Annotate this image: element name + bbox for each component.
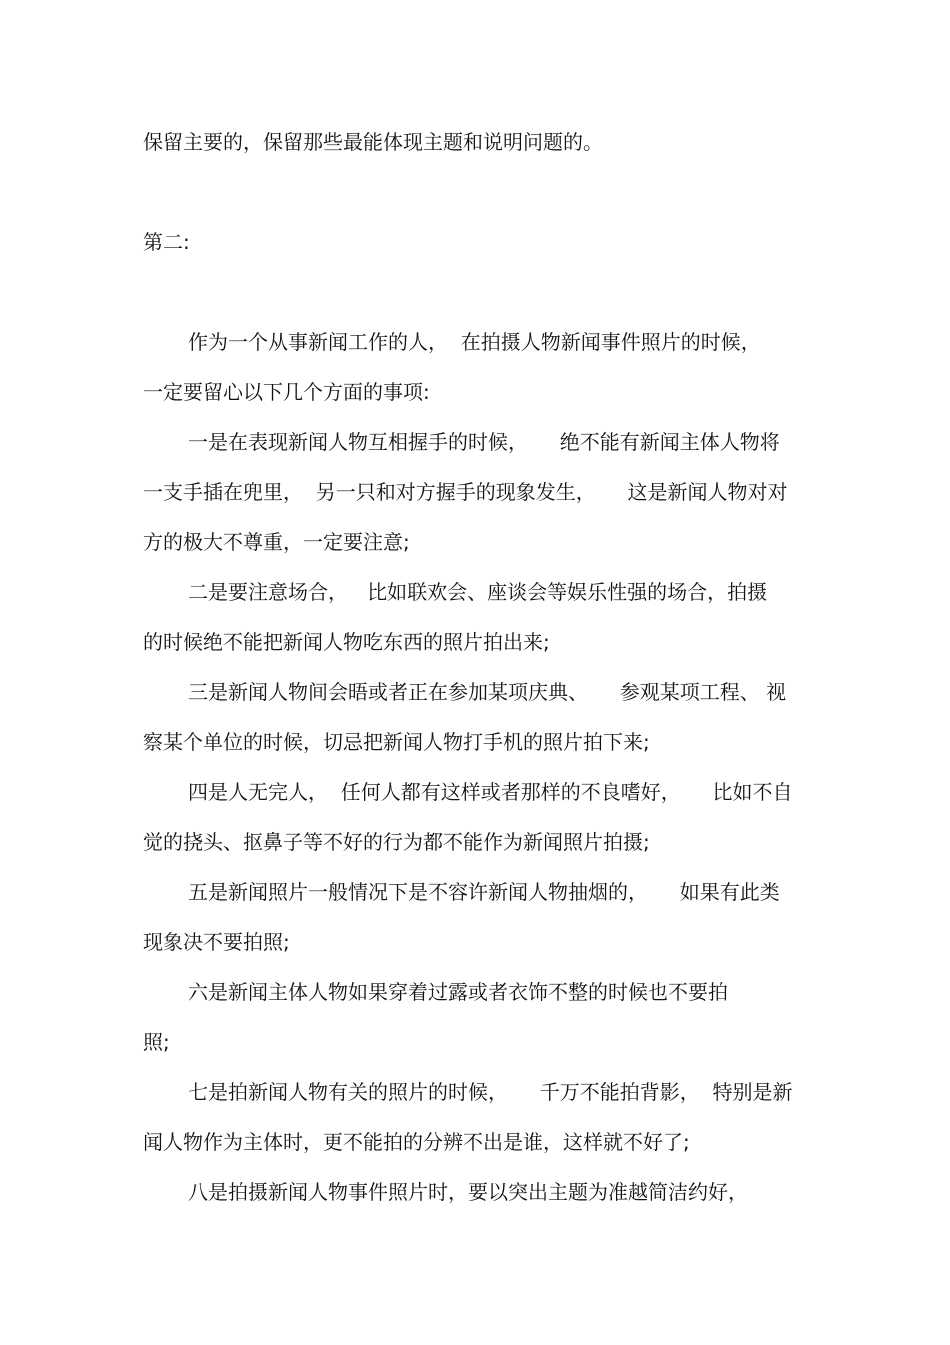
paragraph-line: 六是新闻主体人物如果穿着过露或者衣饰不整的时候也不要拍: [188, 980, 728, 1004]
paragraph-line: 七是拍新闻人物有关的照片的时候， 千万不能拍背影， 特别是新: [188, 1080, 793, 1104]
paragraph-line: 作为一个从事新闻工作的人， 在拍摄人物新闻事件照片的时候，: [188, 330, 761, 354]
paragraph-line: 照;: [143, 1030, 170, 1054]
section-heading: 第二:: [143, 230, 190, 254]
paragraph-line: 觉的挠头、抠鼻子等不好的行为都不能作为新闻照片拍摄;: [143, 830, 650, 854]
paragraph-line: 的时候绝不能把新闻人物吃东西的照片拍出来;: [143, 630, 550, 654]
paragraph-line: 一定要留心以下几个方面的事项:: [143, 380, 430, 404]
paragraph-line: 闻人物作为主体时，更不能拍的分辨不出是谁，这样就不好了;: [143, 1130, 690, 1154]
paragraph-line: 五是新闻照片一般情况下是不容许新闻人物抽烟的， 如果有此类: [188, 880, 780, 904]
paragraph-line: 察某个单位的时候，切忌把新闻人物打手机的照片拍下来;: [143, 730, 650, 754]
paragraph-line: 四是人无完人， 任何人都有这样或者那样的不良嗜好， 比如不自: [188, 780, 793, 804]
paragraph-line: 保留主要的，保留那些最能体现主题和说明问题的。: [143, 130, 603, 154]
paragraph-line: 一是在表现新闻人物互相握手的时候， 绝不能有新闻主体人物将: [188, 430, 780, 454]
paragraph-line: 方的极大不尊重，一定要注意;: [143, 530, 410, 554]
paragraph-line: 八是拍摄新闻人物事件照片时，要以突出主题为准越简洁约好，: [188, 1180, 748, 1204]
paragraph-line: 一支手插在兜里， 另一只和对方握手的现象发生， 这是新闻人物对对: [143, 480, 788, 504]
paragraph-line: 现象决不要拍照;: [143, 930, 290, 954]
paragraph-line: 三是新闻人物间会晤或者正在参加某项庆典、 参观某项工程、 视: [188, 680, 787, 704]
paragraph-line: 二是要注意场合， 比如联欢会、座谈会等娱乐性强的场合，拍摄: [188, 580, 768, 604]
